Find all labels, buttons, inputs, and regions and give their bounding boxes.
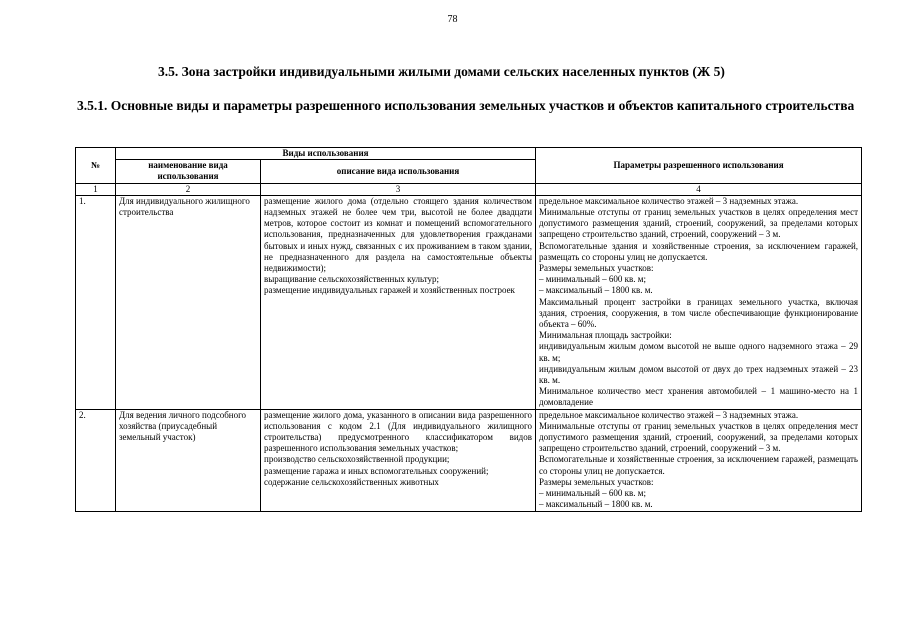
use-description bbox=[261, 195, 536, 409]
param-line: – максимальный – 1800 кв. м. bbox=[539, 499, 653, 510]
section-title: 3.5. Зона застройки индивидуальными жилыми домами сельских населенных пунктов (Ж 5) bbox=[158, 64, 725, 79]
param-line: – минимальный – 600 кв. м; bbox=[539, 488, 646, 499]
param-line: Максимальный процент застройки в границах земельного участка, включая здания, строения, сооружения, в том числе обеспечивающие функционирование объекта – 60%. bbox=[539, 296, 859, 330]
use-params bbox=[536, 195, 862, 409]
description-line: размещение гаража и иных вспомогательных сооружений; bbox=[264, 465, 489, 476]
description-line: размещение жилого дома (отдельно стоящего здания количеством надземных этажей не более чем три, высотой не более двадцати метров, которое состоит из комнат и помещений вспомогательного использования, предназначенных для удовлетворения гражданами бытовых и иных нужд, связанных с их проживанием в таком здании, не предназначенного для раздела на самостоятельные объекты недвижимости); bbox=[264, 195, 533, 274]
row-number: 2. bbox=[76, 409, 116, 511]
param-line: Минимальная площадь застройки: bbox=[539, 330, 672, 341]
header-description: описание вида использования bbox=[261, 160, 536, 183]
use-name: Для индивидуального жилищного строительства bbox=[116, 195, 261, 409]
row-number: 1. bbox=[76, 195, 116, 409]
use-params bbox=[536, 409, 862, 511]
description-line: размещение жилого дома, указанного в описании вида разрешенного использования с кодом 2.1 (Для индивидуального жилищного строительства) предусмотренного классификатором видов разрешенного использования земельных участков; bbox=[264, 409, 533, 454]
param-line: Вспомогательные здания и хозяйственные строения, за исключением гаражей, размещать со стороны улиц не допускается. bbox=[539, 240, 859, 262]
header-params: Параметры разрешенного использования bbox=[536, 148, 862, 184]
subsection-title: 3.5.1. Основные виды и параметры разрешенного использования земельных участков и объектов капитального строительства bbox=[77, 98, 855, 113]
description-line: содержание сельскохозяйственных животных bbox=[264, 476, 439, 487]
param-line: Минимальные отступы от границ земельных участков в целях определения мест допустимого размещения зданий, строений, сооружений, за пределами которых запрещено строительство зданий, строений, сооружений – 3 м. bbox=[539, 207, 859, 240]
param-line: индивидуальным жилым домом высотой от двух до трех надземных этажей – 23 кв. м. bbox=[539, 363, 859, 386]
param-line: Вспомогательные и хозяйственные строения, за исключением гаражей, размещать со стороны улиц не допускается. bbox=[539, 454, 859, 476]
description-line: выращивание сельскохозяйственных культур; bbox=[264, 274, 440, 285]
header-kinds: Виды использования bbox=[116, 148, 536, 160]
param-line: предельное максимальное количество этажей – 3 надземных этажа. bbox=[539, 409, 799, 420]
header-num: № bbox=[76, 148, 116, 184]
use-description bbox=[261, 409, 536, 511]
param-line: Размеры земельных участков: bbox=[539, 476, 654, 487]
description-line: размещение индивидуальных гаражей и хозяйственных построек bbox=[264, 285, 515, 296]
description-line: производство сельскохозяйственной продукции; bbox=[264, 454, 450, 465]
param-line: – минимальный – 600 кв. м; bbox=[539, 274, 646, 285]
column-number-1: 1 bbox=[76, 183, 116, 195]
table-row bbox=[76, 195, 862, 409]
header-name: наименование вида использования bbox=[116, 160, 261, 183]
column-number-3: 3 bbox=[261, 183, 536, 195]
land-use-table bbox=[75, 147, 862, 512]
use-name: Для ведения личного подсобного хозяйства (приусадебный земельный участок) bbox=[116, 409, 261, 511]
column-number-4: 4 bbox=[536, 183, 862, 195]
param-line: предельное максимальное количество этажей – 3 надземных этажа. bbox=[539, 195, 799, 206]
param-line: Минимальные отступы от границ земельных участков в целях определения мест допустимого размещения зданий, строений, сооружений, за пределами которых запрещено строительство зданий, строений, сооружений – 3 м. bbox=[539, 420, 859, 454]
param-line: – максимальный – 1800 кв. м. bbox=[539, 285, 653, 296]
column-number-2: 2 bbox=[116, 183, 261, 195]
param-line: Минимальное количество мест хранения автомобилей – 1 машино-место на 1 домовладение bbox=[539, 386, 859, 408]
param-line: индивидуальным жилым домом высотой не выше одного надземного этажа – 29 кв. м; bbox=[539, 341, 859, 363]
page-number: 78 bbox=[447, 14, 458, 25]
param-line: Размеры земельных участков: bbox=[539, 263, 654, 274]
table-row bbox=[76, 409, 862, 511]
